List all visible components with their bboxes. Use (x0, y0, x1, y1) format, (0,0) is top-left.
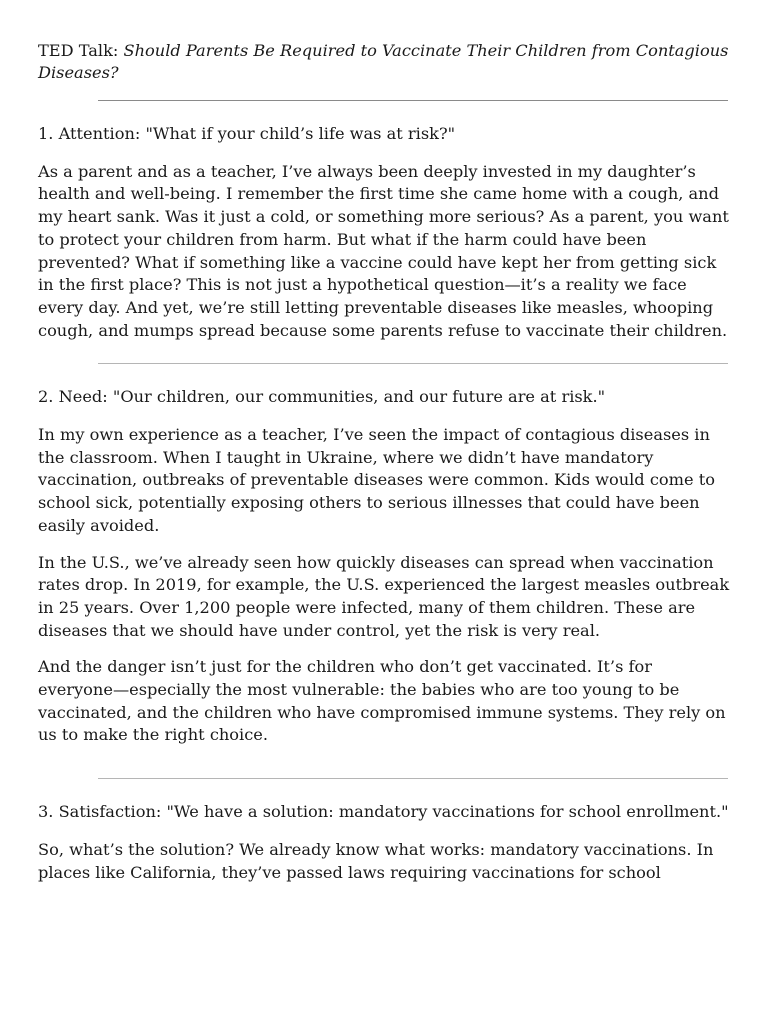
document-title (38, 40, 732, 84)
section-heading: 3. Satisfaction: "We have a solution: mandatory vaccinations for school enrollment." (38, 802, 729, 822)
section-heading: 2. Need: "Our children, our communities, and our future are at risk." (38, 387, 606, 407)
paragraph: And the danger isn’t just for the children who don’t get vaccinated. It’s for everyone—especially the most vulnerable: the babies who are too young to be vaccinated, and the children who have compromised immune systems. They rely on us to make the right choice. (38, 657, 726, 745)
title-prefix: TED Talk: (38, 41, 124, 60)
section-heading: 1. Attention: "What if your child’s life was at risk?" (38, 124, 456, 143)
paragraph: In the U.S., we’ve already seen how quickly diseases can spread when vaccination rates drop. In 2019, for example, the U.S. experienced the largest measles outbreak in 25 years. Over 1,200 people were infected, many of them children. These are diseases that we should have under control, yet the risk is very real. (38, 552, 730, 640)
section-divider (98, 100, 728, 101)
paragraph: So, what’s the solution? We already know what works: mandatory vaccinations. In places like California, they’ve passed laws requiring vaccinations for school (38, 839, 714, 882)
section-attention (38, 123, 732, 342)
section-divider (98, 363, 728, 364)
document-page (38, 40, 732, 884)
title-question: Should Parents Be Required to Vaccinate Their Children from Contagious Diseases? (38, 41, 729, 82)
section-divider (98, 778, 728, 779)
section-need (38, 386, 732, 747)
paragraph: In my own experience as a teacher, I’ve seen the impact of contagious diseases in the classroom. When I taught in Ukraine, where we didn’t have mandatory vaccination, outbreaks of preventable diseases were common. Kids would come to school sick, potentially exposing others to serious illnesses that could have been easily avoided. (38, 425, 715, 535)
paragraph: As a parent and as a teacher, I’ve always been deeply invested in my daughter’s health and well-being. I remember the first time she came home with a cough, and my heart sank. Was it just a cold, or something more serious? As a parent, you want to protect your children from harm. But what if the harm could have been prevented? What if something like a vaccine could have kept her from getting sick in the first place? This is not just a hypothetical question—it’s a reality we face every day. And yet, we’re still letting preventable diseases like measles, whooping cough, and mumps spread because some parents refuse to vaccinate their children. (38, 161, 729, 340)
section-satisfaction (38, 801, 732, 884)
